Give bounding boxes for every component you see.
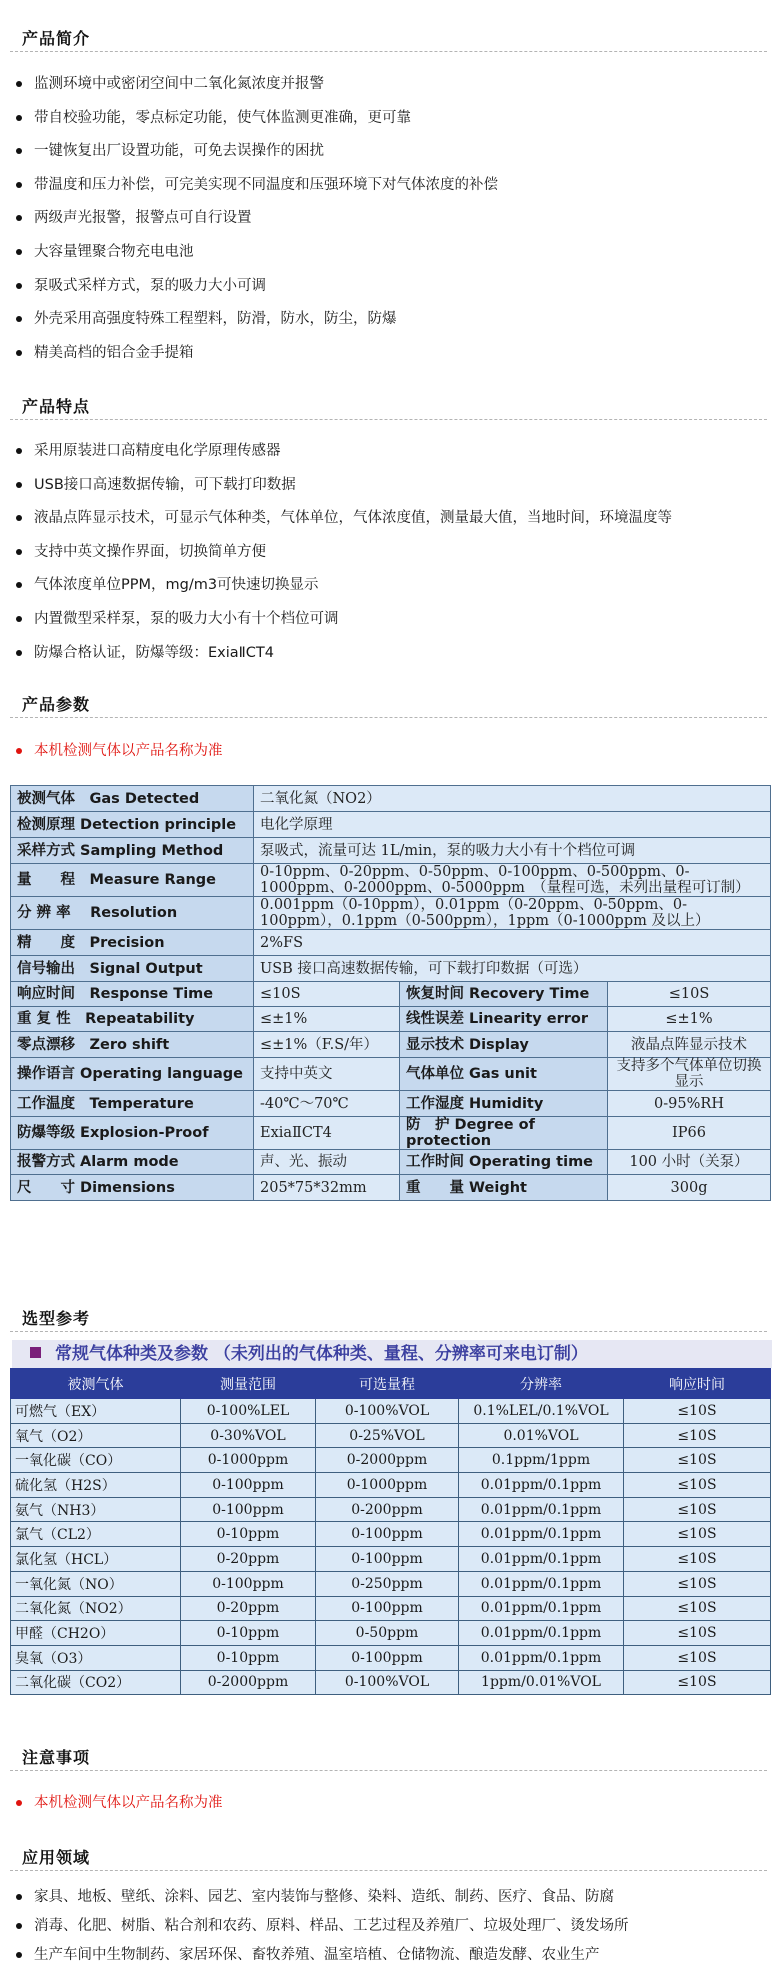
param-label: 分 辨 率 Resolution — [11, 897, 254, 930]
param-row — [11, 812, 771, 838]
param-label: 恢复时间 Recovery Time — [400, 982, 608, 1007]
gas-table-row — [11, 1448, 771, 1473]
gas-table-row — [11, 1670, 771, 1695]
gas-table-header-cell: 测量范围 — [181, 1369, 316, 1399]
param-value: 声、光、振动 — [254, 1150, 400, 1175]
gas-table-cell: 二氧化碳（CO2） — [11, 1670, 181, 1695]
gas-table-cell: 氯气（CL2） — [11, 1522, 181, 1547]
list-item: 消毒、化肥、树脂、粘合剂和农药、原料、样品、工艺过程及养殖厂、垃圾处理厂、烫发场所 — [14, 1915, 629, 1944]
param-row — [11, 1117, 771, 1150]
gas-table-cell: 0.01ppm/0.1ppm — [459, 1645, 624, 1670]
gas-table-row — [11, 1571, 771, 1596]
list-item: 液晶点阵显示技术，可显示气体种类，气体单位，气体浓度值，测量最大值，当地时间，环境温度等 — [14, 507, 672, 541]
gas-table-cell: 氯化氢（HCL） — [11, 1547, 181, 1572]
gas-table-header-cell: 响应时间 — [624, 1369, 771, 1399]
gas-table-cell: 0.01ppm/0.1ppm — [459, 1473, 624, 1498]
param-label: 工作时间 Operating time — [400, 1150, 608, 1175]
param-row — [11, 1032, 771, 1058]
gas-table-cell: 0-30%VOL — [181, 1423, 316, 1448]
notes-list — [14, 1792, 223, 1826]
param-row — [11, 864, 771, 897]
gas-table-cell: 0-10ppm — [181, 1621, 316, 1646]
list-item: 家具、地板、壁纸、涂料、园艺、室内装饰与整修、染料、造纸、制药、医疗、食品、防腐 — [14, 1886, 629, 1915]
list-item: 一键恢复出厂设置功能，可免去误操作的困扰 — [14, 140, 498, 174]
gas-table-header-cell: 被测气体 — [11, 1369, 181, 1399]
gas-table-row — [11, 1423, 771, 1448]
param-label: 信号输出 Signal Output — [11, 956, 254, 982]
gas-table-cell: ≤10S — [624, 1448, 771, 1473]
param-label: 零点漂移 Zero shift — [11, 1032, 254, 1058]
section-divider — [10, 717, 767, 718]
section-divider — [10, 51, 767, 52]
list-item: 带温度和压力补偿，可完美实现不同温度和压强环境下对气体浓度的补偿 — [14, 174, 498, 208]
gas-table-cell: 0.01ppm/0.1ppm — [459, 1596, 624, 1621]
gas-table-cell: 0-1000ppm — [181, 1448, 316, 1473]
gas-table-cell: 0.01ppm/0.1ppm — [459, 1522, 624, 1547]
gas-table-cell: 0.01ppm/0.1ppm — [459, 1497, 624, 1522]
param-value: 泵吸式，流量可达 1L/min，泵的吸力大小有十个档位可调 — [254, 838, 771, 864]
gas-table-cell: 0.01ppm/0.1ppm — [459, 1547, 624, 1572]
gas-table-header — [11, 1369, 771, 1399]
param-label: 显示技术 Display — [400, 1032, 608, 1058]
param-label: 检测原理 Detection principle — [11, 812, 254, 838]
gas-table-cell: 臭氧（O3） — [11, 1645, 181, 1670]
gas-table-cell: 可燃气（EX） — [11, 1399, 181, 1424]
param-row — [11, 1150, 771, 1175]
gas-table-cell: ≤10S — [624, 1621, 771, 1646]
list-item: 大容量锂聚合物充电电池 — [14, 241, 498, 275]
gas-table-cell: ≤10S — [624, 1571, 771, 1596]
gas-table-cell: ≤10S — [624, 1522, 771, 1547]
param-value: 液晶点阵显示技术 — [608, 1032, 771, 1058]
param-row — [11, 1007, 771, 1032]
param-label: 防爆等级 Explosion-Proof — [11, 1117, 254, 1150]
gas-table-cell: 0-50ppm — [316, 1621, 459, 1646]
param-value: 205*75*32mm — [254, 1175, 400, 1201]
param-value: 2%FS — [254, 930, 771, 956]
list-item: 防爆合格认证，防爆等级：ExiaⅡCT4 — [14, 642, 672, 676]
param-label: 量 程 Measure Range — [11, 864, 254, 897]
param-value: 0-95%RH — [608, 1091, 771, 1117]
list-item: 气体浓度单位PPM，mg/m3可快速切换显示 — [14, 574, 672, 608]
gas-table-row — [11, 1473, 771, 1498]
gas-table-cell: 硫化氢（H2S） — [11, 1473, 181, 1498]
param-row — [11, 982, 771, 1007]
param-label: 操作语言 Operating language — [11, 1058, 254, 1091]
param-value: USB 接口高速数据传输，可下载打印数据（可选） — [254, 956, 771, 982]
param-label: 尺 寸 Dimensions — [11, 1175, 254, 1201]
gas-table-cell: 0.01ppm/0.1ppm — [459, 1621, 624, 1646]
gas-table-cell: ≤10S — [624, 1547, 771, 1572]
param-row — [11, 786, 771, 812]
square-bullet-icon — [30, 1347, 41, 1358]
param-label: 报警方式 Alarm mode — [11, 1150, 254, 1175]
param-value: ≤±1%（F.S/年） — [254, 1032, 400, 1058]
param-label: 工作湿度 Humidity — [400, 1091, 608, 1117]
list-item: 支持中英文操作界面，切换简单方便 — [14, 541, 672, 575]
gas-table-cell: 0-200ppm — [316, 1497, 459, 1522]
list-item: 泵吸式采样方式，泵的吸力大小可调 — [14, 275, 498, 309]
gas-table-row — [11, 1596, 771, 1621]
param-table — [10, 785, 771, 1201]
params-note — [14, 740, 223, 774]
section-divider — [10, 1331, 767, 1332]
gas-table-cell: 二氧化氮（NO2） — [11, 1596, 181, 1621]
gas-table-cell: ≤10S — [624, 1473, 771, 1498]
gas-table-row — [11, 1399, 771, 1424]
gas-table-cell: 0-100%VOL — [316, 1670, 459, 1695]
gas-table-cell: 一氧化氮（NO） — [11, 1571, 181, 1596]
gas-table-cell: 1ppm/0.01%VOL — [459, 1670, 624, 1695]
param-value: 二氧化氮（NO2） — [254, 786, 771, 812]
param-value: 电化学原理 — [254, 812, 771, 838]
gas-table-header-cell: 分辨率 — [459, 1369, 624, 1399]
gas-table-cell: 0-100ppm — [316, 1645, 459, 1670]
intro-list — [14, 73, 498, 375]
section-divider — [10, 1870, 767, 1871]
list-item: 精美高档的铝合金手提箱 — [14, 342, 498, 376]
param-value: 0.001ppm（0-10ppm），0.01ppm（0-20ppm、0-50ppm、0-100ppm），0.1ppm（0-500ppm），1ppm（0-1000ppm 及以上） — [254, 897, 771, 930]
gas-table-cell: 0-100ppm — [181, 1571, 316, 1596]
gas-table-cell: ≤10S — [624, 1645, 771, 1670]
gas-table-cell: 氧气（O2） — [11, 1423, 181, 1448]
param-label: 响应时间 Response Time — [11, 982, 254, 1007]
section-divider — [10, 1770, 767, 1771]
gas-table-title — [12, 1340, 772, 1368]
section-title-notes: 注意事项 — [22, 1748, 91, 1767]
param-label: 线性误差 Linearity error — [400, 1007, 608, 1032]
gas-table-header-cell: 可选量程 — [316, 1369, 459, 1399]
gas-table-cell: ≤10S — [624, 1596, 771, 1621]
param-value: ExiaⅡCT4 — [254, 1117, 400, 1150]
param-value: ≤10S — [608, 982, 771, 1007]
param-value: 支持中英文 — [254, 1058, 400, 1091]
gas-table-row — [11, 1497, 771, 1522]
gas-table-cell: ≤10S — [624, 1670, 771, 1695]
param-value: IP66 — [608, 1117, 771, 1150]
features-list — [14, 440, 672, 675]
gas-table-cell: 0-100ppm — [181, 1497, 316, 1522]
section-title-intro: 产品简介 — [22, 29, 91, 48]
param-value: 0-10ppm、0-20ppm、0-50ppm、0-100ppm、0-500ppm、0-1000ppm、0-2000ppm、0-5000ppm （量程可选，未列出量程可订制） — [254, 864, 771, 897]
param-row — [11, 1091, 771, 1117]
param-label: 工作温度 Temperature — [11, 1091, 254, 1117]
param-row — [11, 838, 771, 864]
param-label: 重 量 Weight — [400, 1175, 608, 1201]
gas-table-cell: 0-100%LEL — [181, 1399, 316, 1424]
section-title-applications: 应用领域 — [22, 1848, 91, 1867]
gas-table-cell: 0-100ppm — [181, 1473, 316, 1498]
gas-table-cell: 0-250ppm — [316, 1571, 459, 1596]
param-row — [11, 897, 771, 930]
list-item: 监测环境中或密闭空间中二氧化氮浓度并报警 — [14, 73, 498, 107]
notes-note-text: 本机检测气体以产品名称为准 — [14, 1792, 223, 1826]
gas-table-title-text: 常规气体种类及参数 （未列出的气体种类、量程、分辨率可来电订制） — [55, 1344, 588, 1364]
gas-table-cell: 0.1%LEL/0.1%VOL — [459, 1399, 624, 1424]
list-item: 外壳采用高强度特殊工程塑料，防滑，防水，防尘，防爆 — [14, 308, 498, 342]
params-note-text: 本机检测气体以产品名称为准 — [14, 740, 223, 774]
gas-table-cell: ≤10S — [624, 1423, 771, 1448]
gas-table-row — [11, 1621, 771, 1646]
param-label: 采样方式 Sampling Method — [11, 838, 254, 864]
gas-table-cell: ≤10S — [624, 1497, 771, 1522]
list-item: USB接口高速数据传输，可下载打印数据 — [14, 474, 672, 508]
gas-table-cell: 0-100%VOL — [316, 1399, 459, 1424]
gas-table-cell: 0-20ppm — [181, 1596, 316, 1621]
gas-table-cell: 0.01ppm/0.1ppm — [459, 1571, 624, 1596]
param-row — [11, 1058, 771, 1091]
gas-table-cell: 0-1000ppm — [316, 1473, 459, 1498]
gas-table-cell: 0.01%VOL — [459, 1423, 624, 1448]
param-label: 防 护 Degree of protection — [400, 1117, 608, 1150]
param-value: ≤10S — [254, 982, 400, 1007]
param-label: 重 复 性 Repeatability — [11, 1007, 254, 1032]
param-value: ≤±1% — [254, 1007, 400, 1032]
param-label: 被测气体 Gas Detected — [11, 786, 254, 812]
gas-table-cell: 0-10ppm — [181, 1645, 316, 1670]
gas-table-row — [11, 1547, 771, 1572]
section-title-params: 产品参数 — [22, 695, 91, 714]
section-title-features: 产品特点 — [22, 397, 91, 416]
param-value: -40℃～70℃ — [254, 1091, 400, 1117]
list-item: 采用原装进口高精度电化学原理传感器 — [14, 440, 672, 474]
param-label: 气体单位 Gas unit — [400, 1058, 608, 1091]
gas-table — [10, 1368, 771, 1695]
param-row — [11, 956, 771, 982]
gas-table-cell: 氨气（NH3） — [11, 1497, 181, 1522]
gas-table-cell: 0-100ppm — [316, 1547, 459, 1572]
param-row — [11, 930, 771, 956]
param-value: ≤±1% — [608, 1007, 771, 1032]
list-item: 生产车间中生物制药、家居环保、畜牧养殖、温室培植、仓储物流、酿造发酵、农业生产 — [14, 1944, 629, 1973]
gas-table-cell: 0-100ppm — [316, 1596, 459, 1621]
gas-table-cell: 0-2000ppm — [181, 1670, 316, 1695]
gas-table-cell: ≤10S — [624, 1399, 771, 1424]
param-label: 精 度 Precision — [11, 930, 254, 956]
gas-table-cell: 甲醛（CH2O） — [11, 1621, 181, 1646]
gas-table-cell: 0-20ppm — [181, 1547, 316, 1572]
section-title-selection: 选型参考 — [22, 1309, 91, 1328]
param-value: 支持多个气体单位切换显示 — [608, 1058, 771, 1091]
gas-table-cell: 0-2000ppm — [316, 1448, 459, 1473]
list-item: 内置微型采样泵，泵的吸力大小有十个档位可调 — [14, 608, 672, 642]
gas-table-row — [11, 1645, 771, 1670]
param-value: 300g — [608, 1175, 771, 1201]
gas-table-row — [11, 1522, 771, 1547]
gas-table-cell: 0-100ppm — [316, 1522, 459, 1547]
param-row — [11, 1175, 771, 1201]
gas-table-cell: 0-10ppm — [181, 1522, 316, 1547]
gas-table-cell: 一氧化碳（CO） — [11, 1448, 181, 1473]
gas-table-cell: 0.1ppm/1ppm — [459, 1448, 624, 1473]
param-value: 100 小时（关泵） — [608, 1150, 771, 1175]
gas-table-cell: 0-25%VOL — [316, 1423, 459, 1448]
section-divider — [10, 419, 767, 420]
list-item: 带自校验功能，零点标定功能，使气体监测更准确，更可靠 — [14, 107, 498, 141]
applications-list — [14, 1886, 629, 1973]
list-item: 两级声光报警，报警点可自行设置 — [14, 207, 498, 241]
